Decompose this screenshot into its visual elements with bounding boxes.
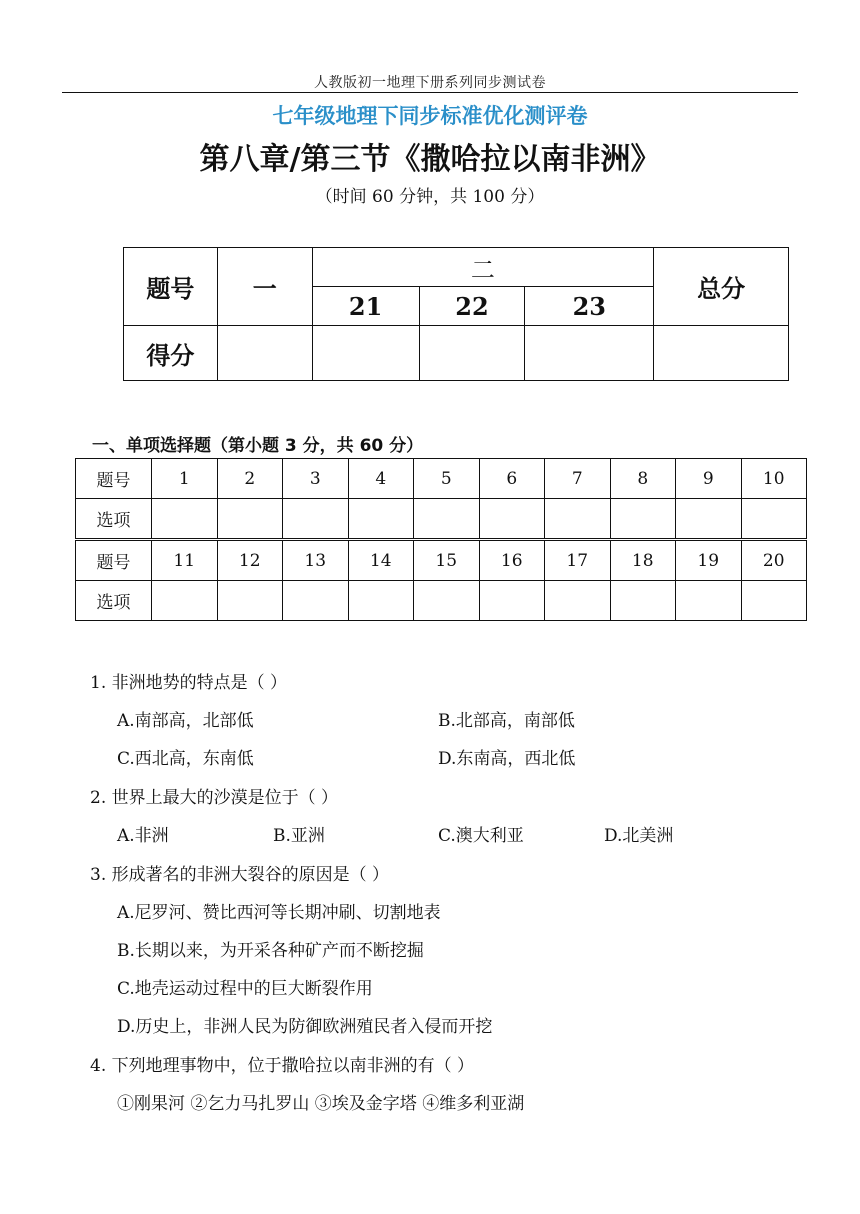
question-1-stem: 1. 非洲地势的特点是（ ）	[90, 673, 288, 693]
question-3-option-c: C.地壳运动过程中的巨大断裂作用	[117, 979, 373, 999]
answer-cell-13[interactable]	[283, 581, 349, 621]
answer-num: 5	[414, 459, 480, 499]
question-4-stem: 4. 下列地理事物中，位于撒哈拉以南非洲的有（ ）	[90, 1056, 475, 1076]
question-1-option-d: D.东南高，西北低	[438, 749, 576, 769]
answer-cell-19[interactable]	[676, 581, 742, 621]
answer-cell-16[interactable]	[479, 581, 545, 621]
answer-num: 7	[545, 459, 611, 499]
question-3-stem: 3. 形成著名的非洲大裂谷的原因是（ ）	[90, 865, 390, 885]
answer-cell-2[interactable]	[217, 499, 283, 540]
answer-cell-10[interactable]	[741, 499, 807, 540]
score-cell-total[interactable]	[654, 326, 789, 381]
answer-num: 13	[283, 540, 349, 581]
answer-num: 10	[741, 459, 807, 499]
answer-num: 16	[479, 540, 545, 581]
answer-cell-17[interactable]	[545, 581, 611, 621]
score-sub-21: 21	[312, 287, 419, 326]
answer-cell-11[interactable]	[152, 581, 218, 621]
score-total-label: 总分	[654, 248, 789, 326]
answer-cell-4[interactable]	[348, 499, 414, 540]
question-2-option-c: C.澳大利亚	[438, 826, 524, 846]
answer-num: 20	[741, 540, 807, 581]
answer-num: 8	[610, 459, 676, 499]
header-rule	[62, 92, 798, 93]
answer-cell-6[interactable]	[479, 499, 545, 540]
answer-cell-12[interactable]	[217, 581, 283, 621]
answer-cell-14[interactable]	[348, 581, 414, 621]
answer-row2-label: 题号	[76, 540, 152, 581]
question-1-option-a: A.南部高，北部低	[117, 711, 254, 731]
answer-row1-label: 题号	[76, 459, 152, 499]
answer-num: 15	[414, 540, 480, 581]
question-1-option-c: C.西北高，东南低	[117, 749, 254, 769]
score-sub-22: 22	[419, 287, 525, 326]
score-cell-21[interactable]	[312, 326, 419, 381]
answer-num: 3	[283, 459, 349, 499]
question-2-option-d: D.北美洲	[604, 826, 674, 846]
question-2-stem: 2. 世界上最大的沙漠是位于（ ）	[90, 788, 339, 808]
answer-cell-7[interactable]	[545, 499, 611, 540]
answer-num: 6	[479, 459, 545, 499]
answer-cell-9[interactable]	[676, 499, 742, 540]
question-2-option-b: B.亚洲	[273, 826, 325, 846]
question-3-option-b: B.长期以来，为开采各种矿产而不断挖掘	[117, 941, 424, 961]
score-label-question: 题号	[124, 248, 218, 326]
score-cell-23[interactable]	[525, 326, 654, 381]
answer-num: 19	[676, 540, 742, 581]
question-3-option-d: D.历史上，非洲人民为防御欧洲殖民者入侵而开挖	[117, 1017, 493, 1037]
score-cell-22[interactable]	[419, 326, 525, 381]
answer-cell-1[interactable]	[152, 499, 218, 540]
series-title: 七年级地理下同步标准优化测评卷	[272, 104, 588, 128]
score-sub-23: 23	[525, 287, 654, 326]
time-note: （时间 60 分钟，共 100 分）	[315, 187, 545, 207]
answer-num: 11	[152, 540, 218, 581]
running-header: 人教版初一地理下册系列同步测试卷	[314, 75, 546, 91]
answer-row1-option-label: 选项	[76, 499, 152, 540]
answer-cell-20[interactable]	[741, 581, 807, 621]
answer-cell-3[interactable]	[283, 499, 349, 540]
score-label-score: 得分	[124, 326, 218, 381]
answer-num: 18	[610, 540, 676, 581]
question-4-items: ①刚果河 ②乞力马扎罗山 ③埃及金字塔 ④维多利亚湖	[117, 1094, 525, 1114]
answer-num: 4	[348, 459, 414, 499]
answer-cell-18[interactable]	[610, 581, 676, 621]
answer-cell-5[interactable]	[414, 499, 480, 540]
score-table	[123, 247, 789, 381]
answer-row2-option-label: 选项	[76, 581, 152, 621]
answer-num: 1	[152, 459, 218, 499]
question-2-option-a: A.非洲	[117, 826, 169, 846]
chapter-title: 第八章/第三节《撒哈拉以南非洲》	[199, 142, 661, 177]
answer-num: 9	[676, 459, 742, 499]
answer-num: 17	[545, 540, 611, 581]
answer-cell-15[interactable]	[414, 581, 480, 621]
answer-table	[75, 458, 807, 621]
answer-num: 2	[217, 459, 283, 499]
answer-cell-8[interactable]	[610, 499, 676, 540]
question-3-option-a: A.尼罗河、赞比西河等长期冲刷、切割地表	[117, 903, 441, 923]
answer-num: 12	[217, 540, 283, 581]
score-part-two: 二	[312, 248, 653, 287]
answer-num: 14	[348, 540, 414, 581]
section-heading: 一、单项选择题（第小题 3 分，共 60 分）	[92, 436, 424, 456]
score-cell-one[interactable]	[217, 326, 312, 381]
question-1-option-b: B.北部高，南部低	[438, 711, 575, 731]
score-part-one: 一	[217, 248, 312, 326]
